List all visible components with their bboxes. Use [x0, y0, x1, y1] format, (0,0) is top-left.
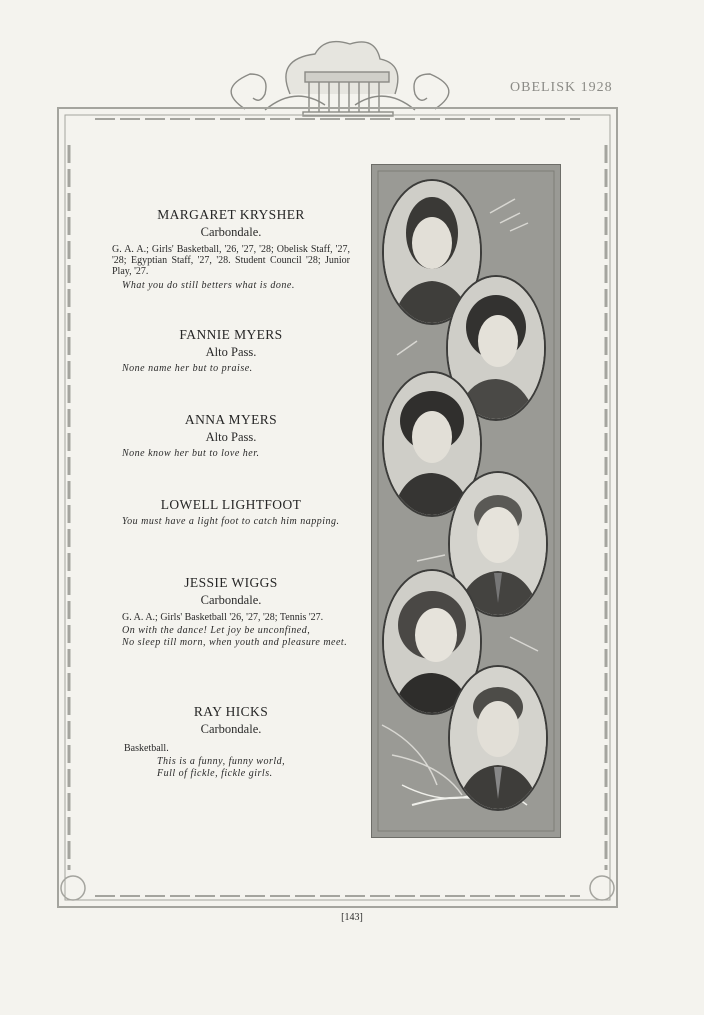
student-town: Carbondale.: [200, 722, 262, 736]
student-quote-line-1: On with the dance! Let joy be unconfined,: [122, 625, 311, 636]
entry-lowell-lightfoot: [112, 497, 350, 528]
student-quote-line-2: No sleep till morn, when youth and pleasure meet.: [122, 637, 348, 648]
student-name: LOWELL LIGHTFOOT: [160, 497, 302, 512]
page-header: OBELISK 1928: [510, 80, 613, 95]
entry-fannie-myers: [112, 327, 350, 375]
entry-anna-myers: [112, 412, 350, 460]
portrait-panel: [371, 164, 561, 838]
student-town: Alto Pass.: [205, 430, 257, 444]
student-quote: You must have a light foot to catch him napping.: [122, 516, 340, 527]
student-quote-line-2: Full of fickle, fickle girls.: [157, 768, 273, 779]
student-quote: None know her but to love her.: [122, 448, 260, 459]
student-activities: G. A. A.; Girls' Basketball '26, '27, '28; Tennis '27.: [122, 612, 324, 623]
student-name: JESSIE WIGGS: [184, 575, 278, 590]
student-quote: None name her but to praise.: [122, 363, 253, 374]
page-number: [143]: [341, 912, 363, 923]
student-town: Carbondale.: [200, 225, 262, 239]
entry-margaret-krysher: [112, 207, 350, 292]
student-name: ANNA MYERS: [184, 412, 278, 427]
student-activities: Basketball.: [124, 743, 169, 754]
student-town: Carbondale.: [200, 593, 262, 607]
entry-jessie-wiggs: [112, 575, 350, 649]
entry-ray-hicks: [112, 704, 350, 780]
student-name: MARGARET KRYSHER: [157, 207, 305, 222]
student-quote-line-1: This is a funny, funny world,: [157, 756, 286, 767]
student-name: FANNIE MYERS: [179, 327, 283, 342]
student-name: RAY HICKS: [193, 704, 269, 719]
portrait-ray-hicks: [448, 665, 548, 811]
student-activities: G. A. A.; Girls' Basketball, '26, '27, '28; Obelisk Staff, '27, '28; Egyptian Staff, '27, '28. Student Council '28; Junior Play, '27.: [112, 244, 350, 277]
student-quote: What you do still betters what is done.: [122, 280, 295, 291]
student-town: Alto Pass.: [205, 345, 257, 359]
